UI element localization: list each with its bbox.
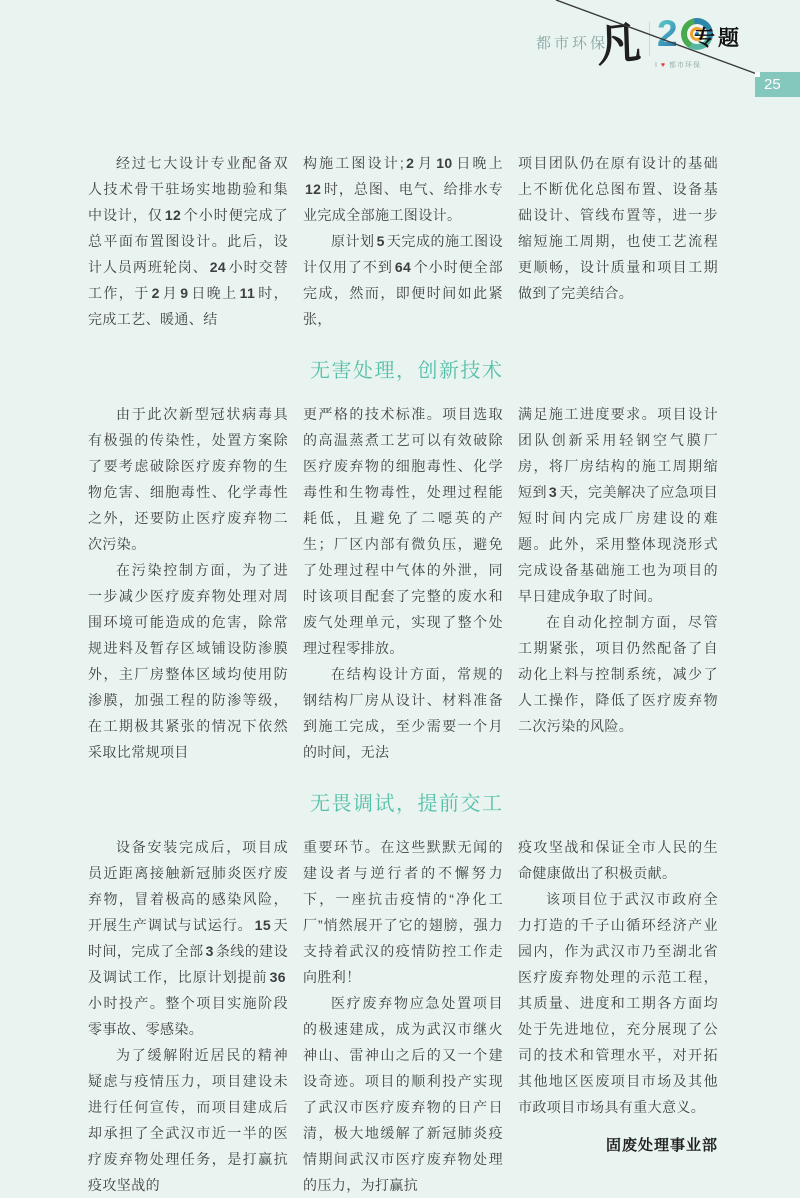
page-number-tab [755,72,800,97]
body-paragraph: 更严格的技术标准。项目选取的高温蒸煮工艺可以有效破除医疗废弃物的细胞毒性、化学毒性和生物毒性，处理过程能耗低，且避免了二噁英的产生；厂区内部有微负压，避免了处理过程中气体的外泄，同时该项目配套了完整的废水和废气处理单元，实现了整个处理过程零排放。 [303,406,503,656]
section-design [88,150,718,332]
page-number: 25 [764,76,781,93]
logo-tagline: I ♥ 都市环保 [655,62,702,69]
body-paragraph: 在结构设计方面，常规的钢结构厂房从设计、材料准备到施工完成，至少需要一个月的时间，无法 [303,666,503,760]
body-paragraph: 构施工图设计; 2 月 10 日晚上12 时，总图、电气、给排水专业完成全部施工图设计。 [303,155,503,223]
body-paragraph: 项目团队仍在原有设计的基础上不断优化总图布置、设备基础设计、管线布置等，进一步缩短施工周期，也使工艺流程更顺畅，设计质量和项目工期做到了完美结合。 [518,155,718,301]
body-paragraph: 重要环节。在这些默默无闻的建设者与逆行者的不懈努力下，一座抗击疫情的“净化工厂”悄然展开了它的翅膀，强力支持着武汉的疫情防控工作走向胜利！ [303,839,503,985]
section-commissioning [88,834,718,1198]
body-paragraph: 满足施工进度要求。项目设计团队创新采用轻钢空气膜厂房，将厂房结构的施工周期缩短到 3 天，完美解决了应急项目短时间内完成厂房建设的难题。此外，采用整体现浇形式完成设备基础施工也为项目的早日建成争取了时间。 [518,406,718,604]
section-heading-innovation: 无害处理，创新技术 [310,360,504,382]
body-paragraph: 经过七大设计专业配备双人技术骨干驻场实地勘验和集中设计，仅 12 个小时便完成了总平面布置图设计。此后，设计人员两班轮岗、 24 小时交替工作，于 2 月 9 日晚上 11 时，完成工艺、暖通、结 [88,155,289,327]
brand-calligraphy-glyph: 凡 [596,16,642,73]
topic-label: 专题 [694,27,742,50]
body-paragraph: 设备安装完成后，项目成员近距离接触新冠肺炎医疗废弃物，冒着极高的感染风险，开展生产调试与试运行。 15 天时间，完成了全部 3 条线的建设及调试工作，比原计划提前 36小时投产。整个项目实施阶段零事故、零感染。 [88,839,288,1037]
body-paragraph: 在自动化控制方面，尽管工期紧张，项目仍然配备了自动化上料与控制系统，减少了人工操作，降低了医疗废弃物二次污染的风险。 [518,614,718,734]
diagonal-rule-line [0,0,800,110]
heart-icon: ♥ [660,62,667,69]
body-paragraph: 为了缓解附近居民的精神疑虑与疫情压力，项目建设未进行任何宣传，而项目建成后却承担了全武汉市近一半的医疗废弃物处理任务，是打赢抗疫攻坚战的 [88,1047,288,1193]
body-paragraph: 原计划 5 天完成的施工图设计仅用了不到 64 个小时便全部完成，然而，即便时间如此紧张， [303,233,504,327]
page-number-corner-mark [755,72,760,77]
body-paragraph: 在污染控制方面，为了进一步减少医疗废弃物处理对周围环境可能造成的危害，除常规进料及暂存区域铺设防渗膜外，主厂房整体区域均使用防渗膜，加强工程的防渗等级，在工期极其紧张的情况下依然采取比常规项目 [88,562,288,760]
body-paragraph: 疫攻坚战和保证全市人民的生命健康做出了积极贡献。 [518,839,718,881]
byline-department: 固废处理事业部 [605,1137,718,1154]
brand-name: 都市环保 [536,35,609,52]
page-header [0,0,800,110]
article-body [88,150,718,1198]
body-paragraph: 医疗废弃物应急处置项目的极速建成，成为武汉市继火神山、雷神山之后的又一个建设奇迹。项目的顺利投产实现了武汉市医疗废弃物的日产日清，极大地缓解了新冠肺炎疫情期间武汉市医疗废弃物处理的压力，为打赢抗 [303,995,503,1193]
logo-digit-2: 2 [657,13,678,54]
body-paragraph: 由于此次新型冠状病毒具有极强的传染性，处置方案除了要考虑破除医疗废弃物的生物危害、细胞毒性、化学毒性之外，还要防止医疗废弃物二次污染。 [88,406,288,552]
section-heading-commissioning: 无畏调试，提前交工 [310,793,504,815]
body-paragraph: 该项目位于武汉市政府全力打造的千子山循环经济产业园内，作为武汉市乃至湖北省医疗废弃物处理的示范工程，其质量、进度和工期各方面均处于先进地位，充分展现了公司的技术和管理水平，对开拓其他地区医废项目市场及其他市政项目市场具有重大意义。 [518,891,718,1115]
section-innovation [88,401,718,765]
